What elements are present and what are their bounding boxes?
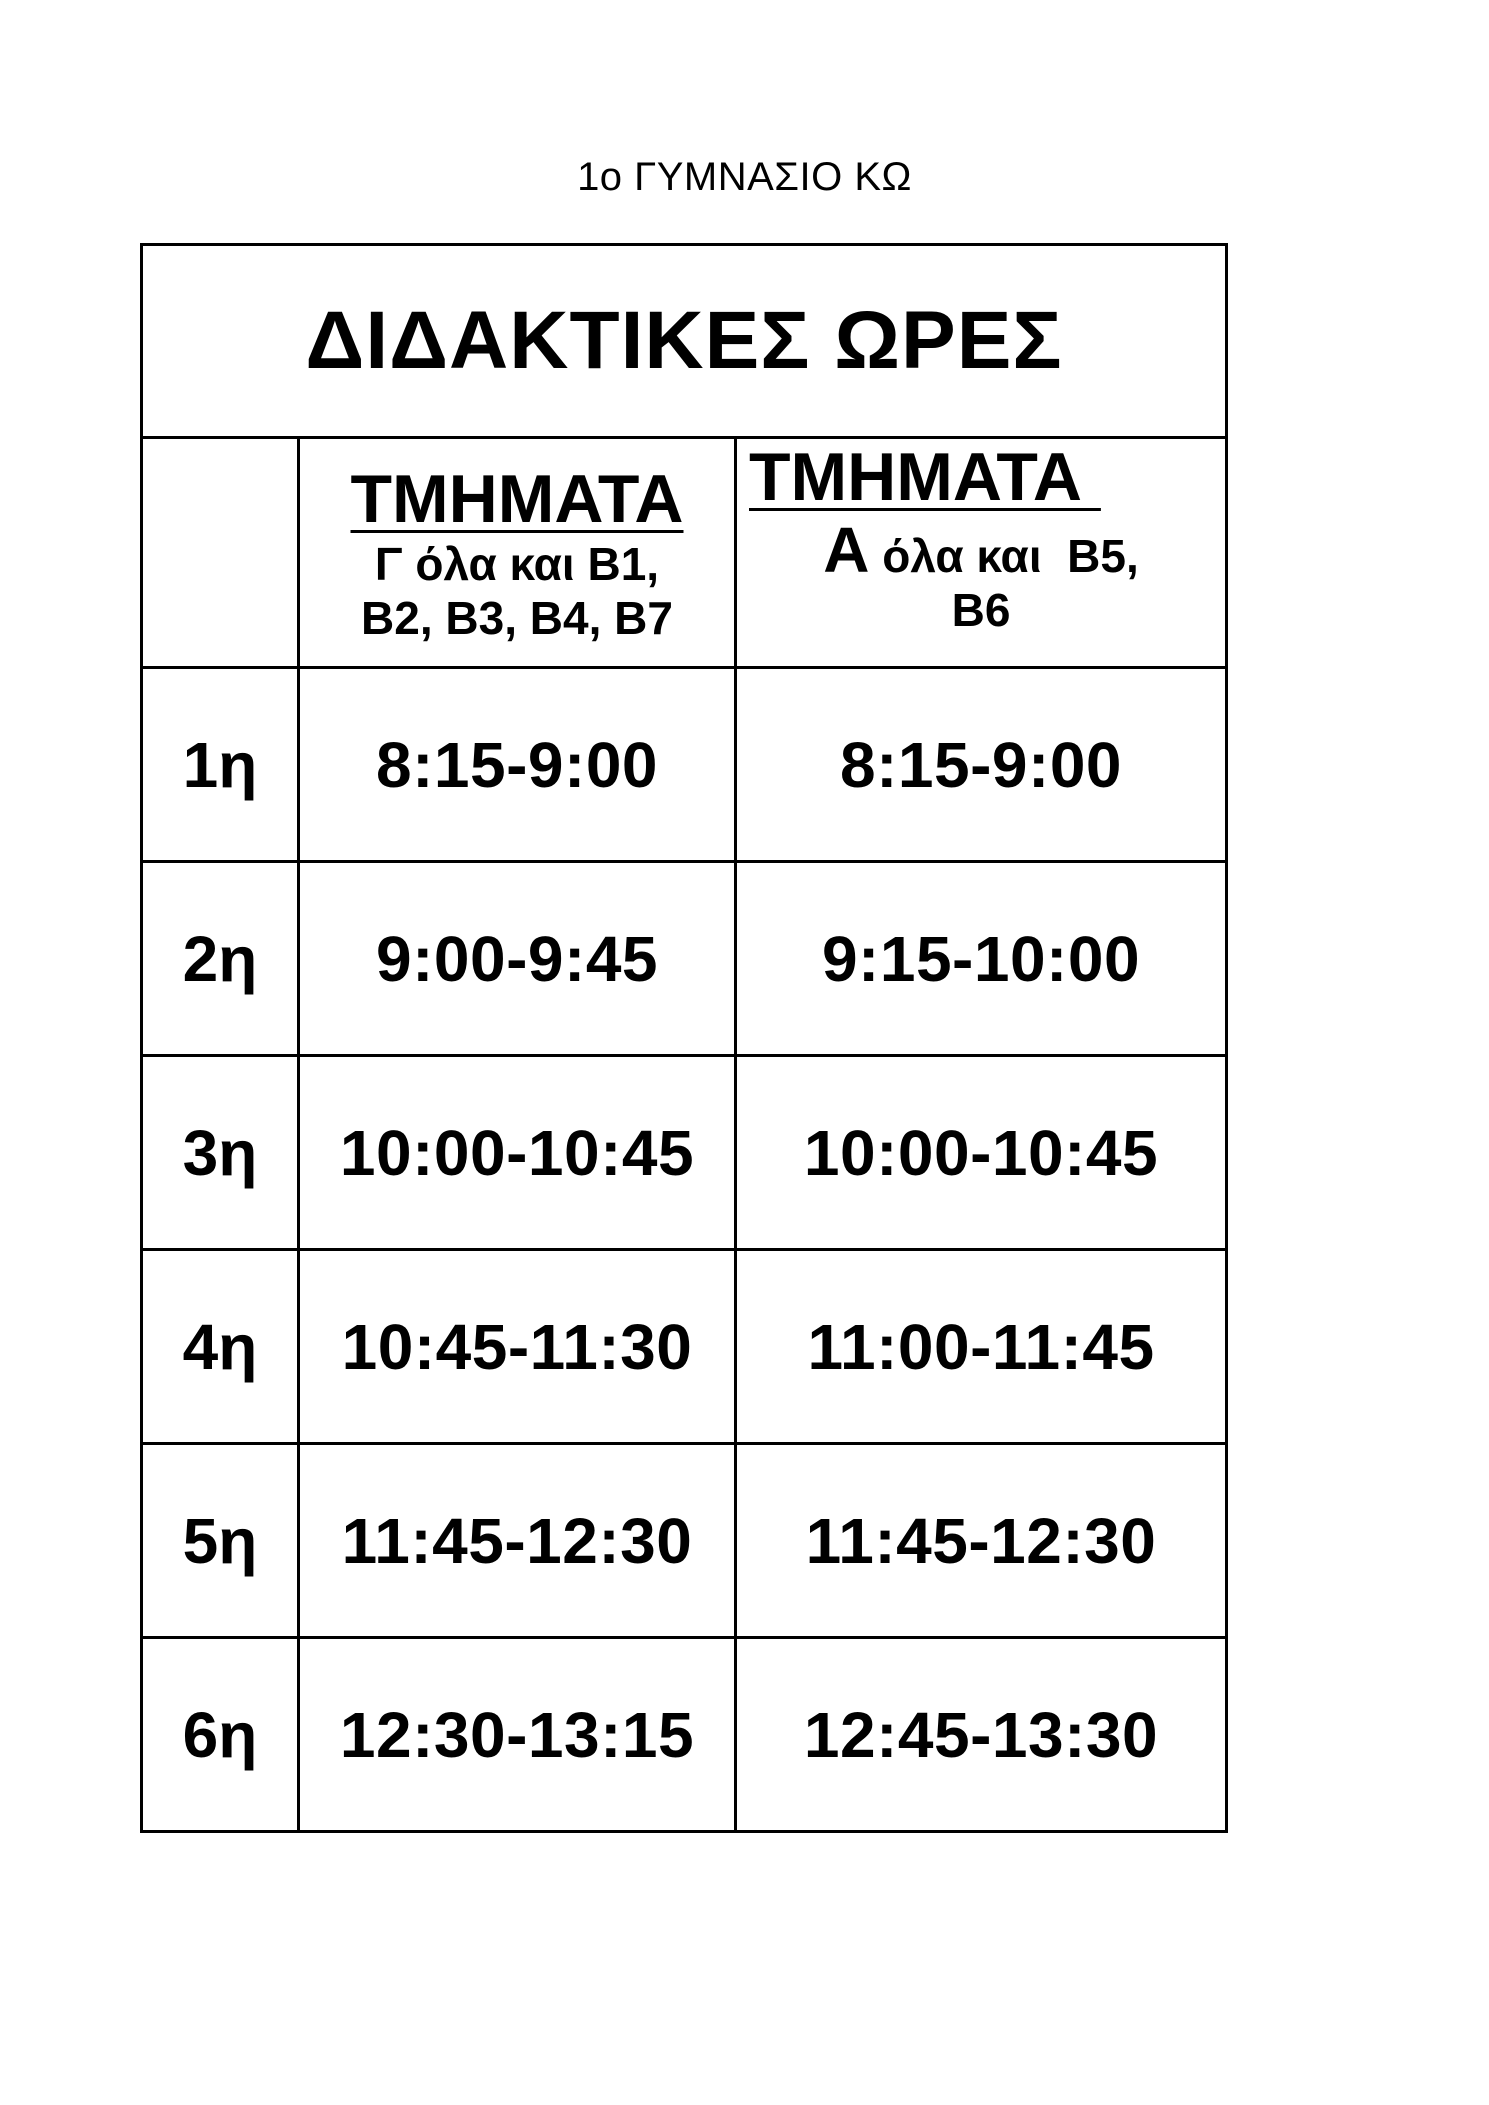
period-label: 2η [142, 862, 299, 1056]
header-empty-cell [142, 438, 299, 668]
group-2-time: 10:00-10:45 [736, 1056, 1227, 1250]
table-row [142, 1056, 1227, 1250]
group-1-time: 12:30-13:15 [299, 1638, 736, 1832]
table-row [142, 1250, 1227, 1444]
period-label: 4η [142, 1250, 299, 1444]
period-label: 3η [142, 1056, 299, 1250]
period-label: 1η [142, 668, 299, 862]
schedule-table [140, 243, 1228, 1833]
group-2-time: 11:00-11:45 [736, 1250, 1227, 1444]
group-2-time: 11:45-12:30 [736, 1444, 1227, 1638]
period-label: 6η [142, 1638, 299, 1832]
group-2-time: 9:15-10:00 [736, 862, 1227, 1056]
table-row [142, 862, 1227, 1056]
group-1-sub-line-2: Β2, Β3, Β4, Β7 [361, 591, 673, 644]
table-row [142, 1638, 1227, 1832]
group-1-time: 10:00-10:45 [299, 1056, 736, 1250]
group-1-time: 9:00-9:45 [299, 862, 736, 1056]
group-1-heading: ΤΜΗΜΑΤΑ [350, 460, 684, 537]
group-2-sub-line-1-wrap [737, 514, 1225, 586]
table-title: ΔΙΔΑΚΤΙΚΕΣ ΩΡΕΣ [142, 245, 1227, 438]
table-row [142, 1444, 1227, 1638]
group-1-time: 8:15-9:00 [299, 668, 736, 862]
table-row [142, 668, 1227, 862]
group-1-sub-line-1: Γ όλα και Β1, [374, 537, 660, 590]
group-1-header [299, 438, 736, 668]
group-2-sub-line-1: όλα και Β5, [869, 530, 1139, 582]
group-1-time: 11:45-12:30 [299, 1444, 736, 1638]
group-2-heading: ΤΜΗΜΑΤΑ [749, 439, 1101, 515]
title-row [142, 245, 1227, 438]
period-label: 5η [142, 1444, 299, 1638]
header-row [142, 438, 1227, 668]
school-name: 1ο ΓΥΜΝΑΣΙΟ ΚΩ [577, 155, 912, 199]
group-2-time: 12:45-13:30 [736, 1638, 1227, 1832]
group-2-header [736, 438, 1227, 668]
group-2-big-letter: Α [823, 514, 870, 586]
group-2-sub-line-2: Β6 [951, 584, 1011, 636]
group-2-time: 8:15-9:00 [736, 668, 1227, 862]
group-1-time: 10:45-11:30 [299, 1250, 736, 1444]
